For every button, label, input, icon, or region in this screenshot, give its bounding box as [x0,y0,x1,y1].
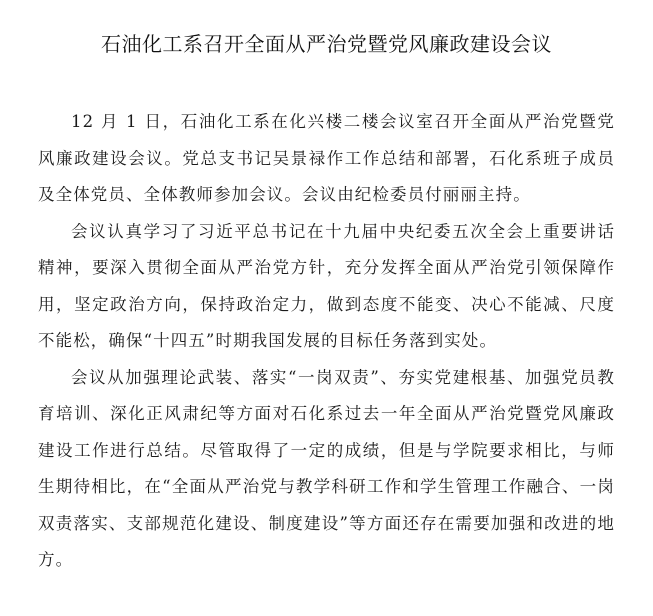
paragraph-work-summary: 会议从加强理论武装、落实“一岗双责”、夯实党建根基、加强党员教育培训、深化正风肃纪等方面对石化系过去一年全面从严治党暨党风廉政建设工作进行总结。尽管取得了一定的成绩，但是与学院要求相比，与师生期待相比，在“全面从严治党与教学科研工作和学生管理工作融合、一岗双责落实、支部规范化建设、制度建设”等方面还存在需要加强和改进的地方。 [38,367,615,569]
paragraph-meeting-intro: 12 月 1 日，石油化工系在化兴楼二楼会议室召开全面从严治党暨党风廉政建设会议。党总支书记吴景禄作工作总结和部署，石化系班子成员及全体党员、全体教师参加会议。会议由纪检委员付丽丽主持。 [38,112,615,204]
paragraph-study-spirit: 会议认真学习了习近平总书记在十九届中央纪委五次全会上重要讲话精神，要深入贯彻全面从严治党方针，充分发挥全面从严治党引领保障作用，坚定政治方向，保持政治定力，做到态度不能变、决心不能减、尺度不能松，确保“十四五”时期我国发展的目标任务落到实处。 [38,221,615,350]
article-body [38,104,615,579]
article-title: 石油化工系召开全面从严治党暨党风廉政建设会议 [101,32,552,56]
